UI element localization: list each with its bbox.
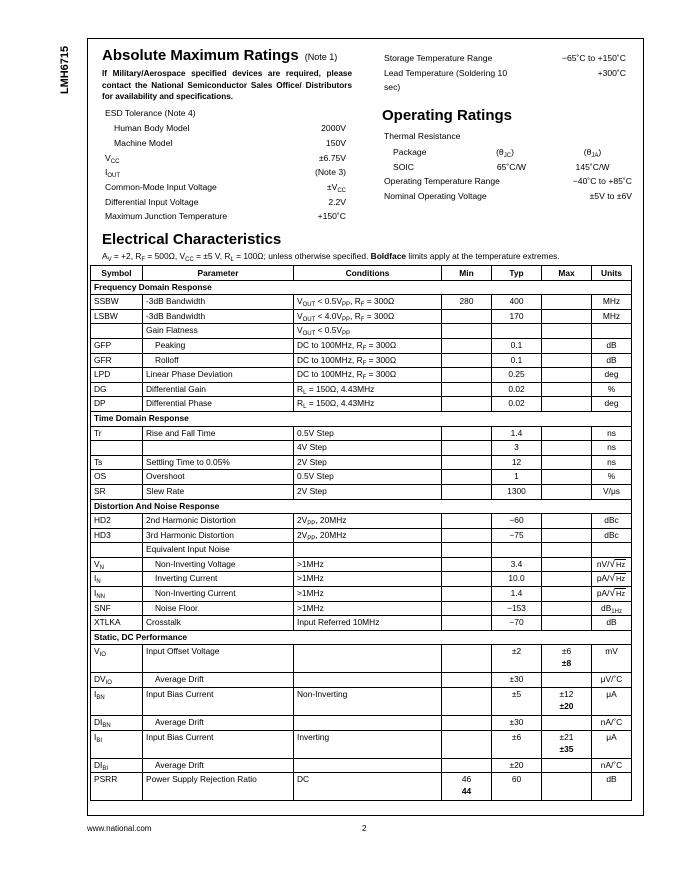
abs-row-vcc: $V_{CC}$ [105,153,120,165]
abs-value-cm-voltage: $\pm V_{CC}$ [326,182,346,194]
table-row: $DV_{IO}$ Average Drift ±30 μV/˚C [91,673,632,688]
op-supply-label: Nominal Operating Voltage [384,191,487,201]
table-row: HD2 2nd Harmonic Distortion $2V_{PP}$, 20MHz −60 dBc [91,514,632,529]
abs-row-cm-voltage: Common-Mode Input Voltage [105,182,217,192]
op-temp-label: Operating Temperature Range [384,176,500,186]
table-row: 4V Step 3 ns [91,441,632,456]
op-package-label: Package [393,147,427,157]
abs-value-junction-temp: +150˚C [317,211,346,221]
page-number: 2 [362,824,367,833]
col-max: Max [542,266,592,281]
abs-value-vcc: ±6.75V [318,153,346,163]
op-temp-value: −40˚C to +85˚C [572,176,632,186]
table-row: SNF Noise Floor >1MHz −153 $dB_{1Hz}$ [91,601,632,616]
col-symbol: Symbol [91,266,143,281]
table-row: $DI_{BN}$ Average Drift ±30 nA/˚C [91,716,632,731]
table-row: Gain Flatness $V_{OUT} < 0.5V_{PP}$ [91,324,632,339]
table-row: $DI_{BI}$ Average Drift ±20 nA/˚C [91,758,632,773]
table-row: $I_{BN}$ Input Bias Current Non-Inverting ±5 ±12 ±20 μA [91,688,632,716]
table-row: $I_{BI}$ Input Bias Current Inverting ±6 ±21 ±35 μA [91,730,632,758]
abs-row-storage-temp: Storage Temperature Range [384,53,493,63]
table-row: $I_N$ Inverting Current >1MHz 10.0 pA/√Hz [91,572,632,587]
table-row: Tr Rise and Fall Time 0.5V Step 1.4 ns [91,426,632,441]
table-header-row [91,266,632,281]
abs-row-junction-temp: Maximum Junction Temperature [105,211,228,221]
table-row: HD3 3rd Harmonic Distortion $2V_{PP}$, 20MHz −75 dBc [91,528,632,543]
section-row: Time Domain Response [91,411,632,426]
table-row: DP Differential Phase $R_L = 150\Omega$, 4.43MHz 0.02 deg [91,397,632,412]
abs-row-hbm: Human Body Model [114,123,190,133]
military-warning: If Military/Aerospace specified devices are required, please contact the National Semiconductor Sales Office/ Distributors for availability and specifications. [102,69,352,101]
abs-value-hbm: 2000V [321,123,346,133]
col-typ: Typ [492,266,542,281]
table-row: $V_N$ Non-Inverting Voltage >1MHz 3.4 nV/√Hz [91,557,632,572]
table-row: OS Overshoot 0.5V Step 1 % [91,470,632,485]
table-row: Equivalent Input Noise [91,543,632,558]
abs-value-mm: 150V [325,138,346,148]
abs-row-diff-voltage: Differential Input Voltage [105,197,199,207]
col-min: Min [442,266,492,281]
op-soic-label: SOIC [393,162,415,172]
op-soic-ja: 145˚C/W [575,162,610,172]
abs-value-iout: (Note 3) [314,167,346,177]
section-row: Distortion And Noise Response [91,499,632,514]
table-row: Ts Settling Time to 0.05% 2V Step 12 ns [91,455,632,470]
part-number-side-label: LMH6715 [59,45,71,95]
col-parameter: Parameter [143,266,294,281]
table-row: DG Differential Gain $R_L = 150\Omega$, 4.43MHz 0.02 % [91,382,632,397]
col-units: Units [592,266,632,281]
op-theta-jc-header: $(\theta_{JC})$ [496,147,514,159]
table-row: LSBW -3dB Bandwidth $V_{OUT} < 4.0V_{PP}$, $R_F = 300\Omega$ 170 MHz [91,309,632,324]
electrical-characteristics-table [90,265,632,801]
footer-website[interactable]: www.national.com [87,824,152,833]
table-row: PSRR Power Supply Rejection Ratio DC 46 44 60 dB [91,773,632,801]
section-row: Frequency Domain Response [91,280,632,295]
op-theta-ja-header: $(\theta_{JA})$ [583,147,602,159]
op-soic-jc: 65˚C/W [496,162,526,172]
abs-row-lead-temp-cont: sec) [384,82,401,92]
col-conditions: Conditions [294,266,442,281]
abs-row-esd: ESD Tolerance (Note 4) [105,108,196,118]
table-row: GFP Peaking DC to 100MHz, $R_F = 300\Omega$ 0.1 dB [91,338,632,353]
abs-value-lead-temp: +300˚C [597,68,626,78]
table-row: SSBW -3dB Bandwidth $V_{OUT} < 0.5V_{PP}$, $R_F = 300\Omega$ 280 400 MHz [91,295,632,310]
abs-row-mm: Machine Model [114,138,173,148]
abs-value-storage-temp: −65˚C to +150˚C [561,53,626,63]
table-row: SR Slew Rate 2V Step 1300 V/μs [91,484,632,499]
table-row: XTLKA Crosstalk Input Referred 10MHz −70 dB [91,616,632,631]
op-supply-value: ±5V to ±6V [589,191,632,201]
table-row: $V_{IO}$ Input Offset Voltage ±2 ±6 ±8 mV [91,645,632,673]
elec-conditions-line: $A_V = +2$, $R_F = 500\Omega$, $V_{CC} = \pm 5$ V, $R_L = 100\Omega$; unless otherwise specified. Boldface limits apply at the temperature extremes. [102,251,560,263]
operating-ratings-title: Operating Ratings [382,107,513,124]
abs-row-lead-temp: Lead Temperature (Soldering 10 [384,68,508,78]
abs-max-title: Absolute Maximum Ratings (Note 1) [102,47,338,64]
abs-row-iout: $I_{OUT}$ [105,167,121,179]
elec-char-title: Electrical Characteristics [102,231,282,248]
table-row: LPD Linear Phase Deviation DC to 100MHz, $R_F = 300\Omega$ 0.25 deg [91,368,632,383]
op-thermal-label: Thermal Resistance [384,131,461,141]
section-row: Static, DC Performance [91,630,632,645]
abs-value-diff-voltage: 2.2V [328,197,346,207]
table-row: $I_{NN}$ Non-Inverting Current >1MHz 1.4 pA/√Hz [91,587,632,602]
table-row: GFR Rolloff DC to 100MHz, $R_F = 300\Omega$ 0.1 dB [91,353,632,368]
